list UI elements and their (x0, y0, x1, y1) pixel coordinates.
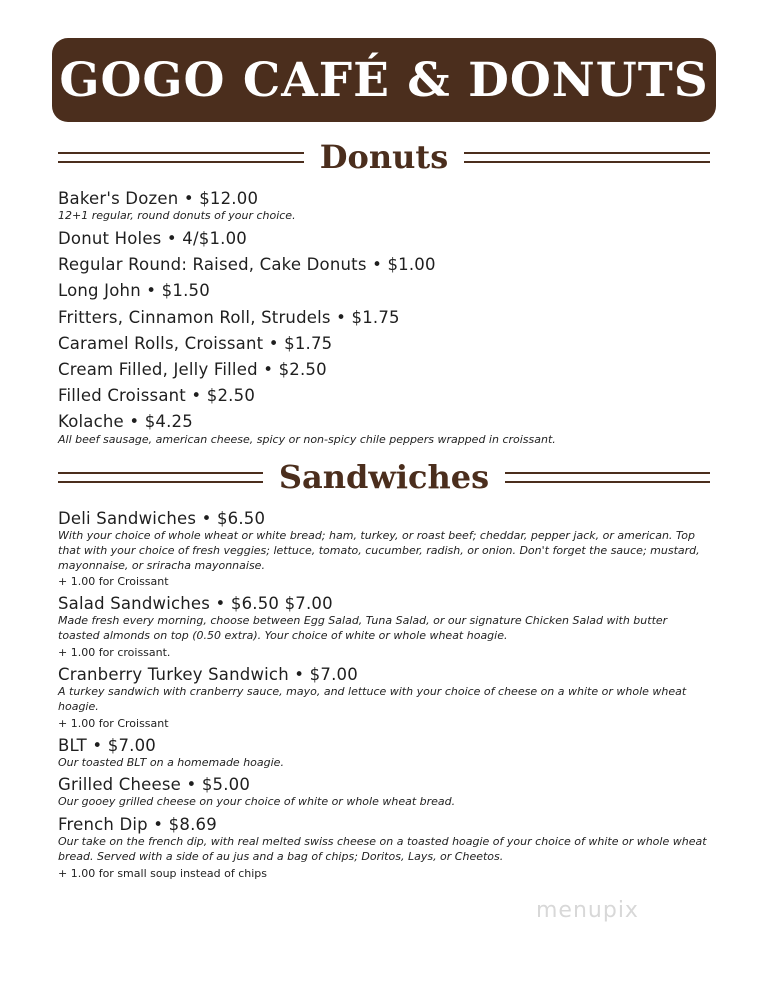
sandwiches-section-header (58, 458, 710, 496)
menu-item-caramel-rolls: Caramel Rolls, Croissant • $1.75 (58, 333, 333, 353)
menu-item-blt: BLT • $7.00 (58, 735, 156, 755)
menu-item-description: With your choice of whole wheat or white bread; ham, turkey, or roast beef; cheddar, pepper jack, or american. Top that with your choice of fresh veggies; lettuce, tomato, cucumber, radish, or onion. Don't forget the sauce; mustard, mayonnaise, or sriracha mayonnaise. (58, 529, 700, 572)
menu-item-description: All beef sausage, american cheese, spicy or non-spicy chile peppers wrapped in croissant. (58, 432, 556, 446)
menu-item-regular-round: Regular Round: Raised, Cake Donuts • $1.00 (58, 255, 436, 275)
menu-item-kolache: Kolache • $4.25 (58, 412, 193, 432)
menu-item-description: Our toasted BLT on a homemade hoagie. (58, 755, 284, 769)
menu-item-cream-filled: Cream Filled, Jelly Filled • $2.50 (58, 360, 327, 380)
sandwiches-heading: Sandwiches (278, 458, 490, 496)
menu-item-bakers-dozen: Baker's Dozen • $12.00 (58, 189, 259, 208)
menu-item-addon: + 1.00 for croissant. (58, 645, 171, 659)
menu-item-addon: + 1.00 for Croissant (58, 575, 169, 589)
watermark-logo: menupix (536, 898, 639, 923)
donuts-section-header (58, 138, 710, 176)
divider-right (505, 472, 710, 483)
menu-item-grilled-cheese: Grilled Cheese • $5.00 (58, 775, 251, 795)
menu-item-french-dip: French Dip • $8.69 (58, 815, 217, 835)
menu-item-cranberry-turkey: Cranberry Turkey Sandwich • $7.00 (58, 664, 358, 684)
donuts-menu-list (58, 186, 708, 449)
menu-item-description: Our take on the french dip, with real melted swiss cheese on a toasted hoagie of your choice of white or whole wheat bread. Served with a side of au jus and a bag of chips; Doritos, Lays, or Cheetos. (58, 835, 707, 863)
menu-item-deli-sandwiches: Deli Sandwiches • $6.50 (58, 509, 266, 528)
divider-left (58, 152, 304, 163)
menu-item-addon: + 1.00 for small soup instead of chips (58, 866, 267, 880)
cafe-title: GOGO CAFÉ & DONUTS (59, 52, 709, 108)
menu-item-description: 12+1 regular, round donuts of your choice. (58, 209, 296, 223)
menu-item-description: Our gooey grilled cheese on your choice of white or whole wheat bread. (58, 795, 456, 809)
header-banner (52, 38, 716, 122)
menu-item-filled-croissant: Filled Croissant • $2.50 (58, 386, 256, 406)
menu-item-salad-sandwiches: Salad Sandwiches • $6.50 $7.00 (58, 594, 333, 614)
menu-item-description: Made fresh every morning, choose between Egg Salad, Tuna Salad, or our signature Chicken Salad with butter toasted almonds on top (0.50 extra). Your choice of white or whole wheat hoagie. (58, 614, 668, 643)
donuts-heading: Donuts (319, 138, 449, 176)
divider-right (464, 152, 710, 163)
menu-item-long-john: Long John • $1.50 (58, 281, 210, 301)
menu-item-description: A turkey sandwich with cranberry sauce, mayo, and lettuce with your choice of cheese on a white or whole wheat hoagie. (58, 684, 687, 713)
divider-left (58, 472, 263, 483)
menu-item-donut-holes: Donut Holes • 4/$1.00 (58, 229, 247, 248)
menu-item-fritters: Fritters, Cinnamon Roll, Strudels • $1.75 (58, 307, 400, 327)
menu-item-addon: + 1.00 for Croissant (58, 716, 169, 730)
sandwiches-menu-list (58, 506, 708, 883)
